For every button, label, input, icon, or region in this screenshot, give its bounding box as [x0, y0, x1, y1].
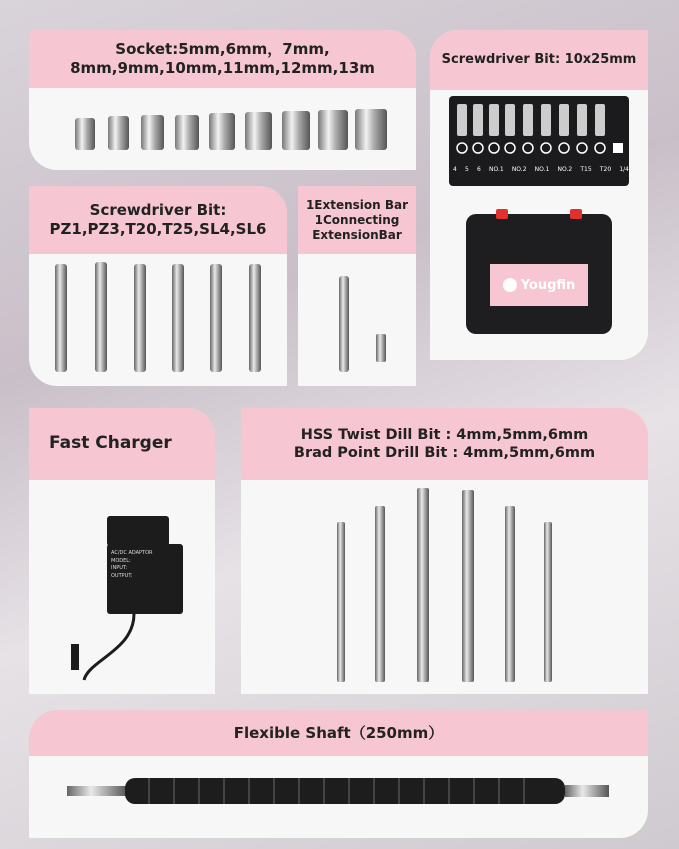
drills-card — [241, 408, 648, 694]
brand-logo-icon — [503, 278, 517, 292]
shaft-illustration — [29, 756, 648, 838]
screwbits-card — [29, 186, 287, 386]
shaft-header — [29, 710, 648, 756]
sockets-image — [29, 88, 416, 170]
sockets-card — [29, 30, 416, 170]
bit-label-6: NO.1 — [534, 166, 550, 173]
bit-label-1: 4 — [453, 166, 457, 173]
drills-header — [241, 408, 648, 480]
extension-card — [298, 186, 416, 386]
socket-row — [75, 109, 387, 150]
drills-line1: HSS Twist Dill Bit : 4mm,5mm,6mm — [300, 426, 589, 443]
case-latch-right — [570, 209, 582, 219]
extension-header — [298, 186, 416, 254]
bit-label-5: NO.2 — [511, 166, 527, 173]
screwbits-header — [29, 186, 287, 254]
screwbits-title-line2: PZ1,PZ3,T20,T25,SL4,SL6 — [49, 220, 267, 238]
sockets-header — [29, 30, 416, 88]
bit-label-9: T20 — [599, 166, 612, 173]
charger-header — [29, 408, 215, 480]
sockets-title-line2: 8mm,9mm,10mm,11mm,12mm,13m — [70, 59, 375, 77]
shaft-title: Flexible Shaft（250mm） — [233, 723, 444, 742]
drills-line2: Brad Point Drill Bit : 4mm,5mm,6mm — [293, 445, 596, 461]
adapter-label2: MODEL: — [111, 557, 131, 564]
tool-case — [466, 214, 612, 334]
case-brand: Yougfin — [520, 277, 576, 293]
sockets-illustration — [29, 88, 416, 170]
charger-illustration — [29, 480, 215, 694]
bitset-card — [430, 30, 648, 360]
bit-holder — [449, 96, 629, 186]
adapter-label1: AC/DC ADAPTOR — [111, 550, 153, 556]
adapter-label3: INPUT: — [111, 565, 128, 571]
shaft-card — [29, 710, 648, 838]
bitset-header — [430, 30, 648, 90]
extension-line2: 1Connecting — [314, 212, 400, 227]
screwbits-illustration — [29, 254, 287, 386]
bit-label-10: 1/4 — [619, 166, 629, 173]
charger-title: Fast Charger — [49, 433, 172, 454]
drills-illustration — [241, 480, 648, 694]
adapter-cable — [29, 480, 215, 694]
adapter-label4: OUTPUT: — [111, 572, 133, 579]
bitset-title: Screwdriver Bit: 10x25mm — [441, 51, 637, 67]
extension-line1: 1Extension Bar — [305, 197, 409, 212]
screwbits-title-line1: Screwdriver Bit: — [89, 201, 227, 220]
bit-label-2: 5 — [464, 166, 469, 173]
bit-label-8: T15 — [580, 166, 592, 173]
sockets-title-line1: Socket:5mm,6mm，7mm, — [115, 40, 330, 59]
bit-label-7: NO.2 — [557, 166, 573, 173]
extension-line3: ExtensionBar — [312, 227, 402, 242]
bit-label-4: NO.1 — [488, 166, 504, 173]
case-latch-left — [496, 209, 508, 219]
case-logo-panel — [490, 264, 588, 306]
bit-labels — [453, 166, 629, 173]
charger-card — [29, 408, 215, 694]
bit-label-3: 6 — [476, 166, 481, 173]
extension-illustration — [298, 254, 416, 386]
